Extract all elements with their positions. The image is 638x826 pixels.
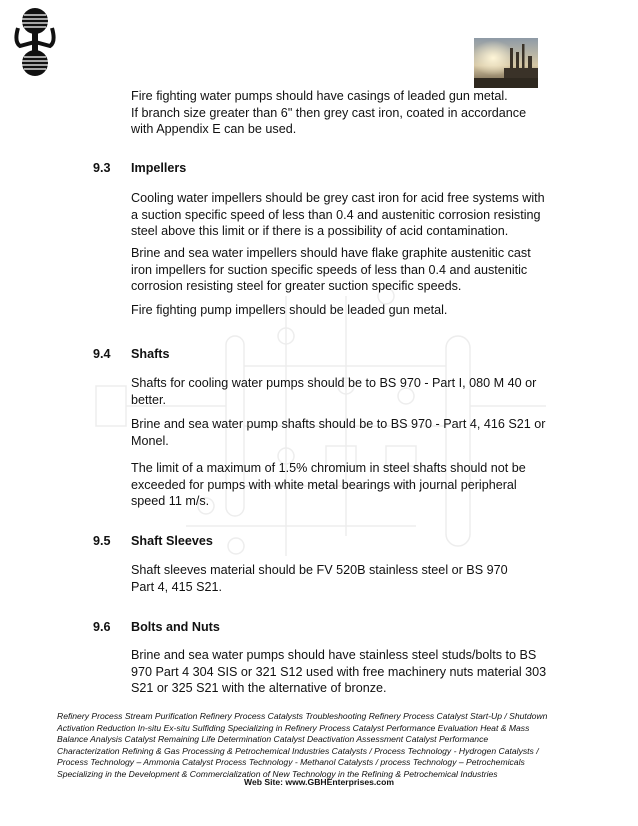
paragraph [131,562,561,595]
footer-line: Characterization Refining & Gas Processing & Petrochemical Industries Catalysts / Process Technology - Hydrogen Catalysts / [57,745,539,756]
text-line: 970 Part 4 304 SIS or 321 S12 used with free machinery nuts material 303 [131,664,547,679]
footer-line: Specializing in the Development & Commercialization of New Technology in the Refining & Petrochemical Industries [57,768,498,779]
text-line: S21 or 325 S21 with the alternative of bronze. [131,681,387,695]
text-line: Cooling water impellers should be grey cast iron for acid free systems with [131,191,545,205]
section-number: 9.3 [93,161,111,175]
paragraph [131,190,561,240]
text-line: Shaft sleeves material should be FV 520B stainless steel or BS 970 [131,563,508,577]
section-heading: Shaft Sleeves [131,534,213,548]
section-number: 9.6 [93,620,111,634]
footer-line: Balance Analysis Catalyst Remaining Life Determination Catalyst Deactivation Assessment Catalyst Performance [57,734,489,744]
text-line: Fire fighting pump impellers should be leaded gun metal. [131,303,448,317]
paragraph [131,302,561,319]
footer-text [57,711,557,780]
intro-line: Fire fighting water pumps should have casings of leaded gun metal. [131,89,508,103]
paragraph [131,375,561,408]
intro-paragraph [131,88,561,138]
website-link[interactable]: Web Site: www.GBHEnterprises.com [244,777,394,787]
text-line: Brine and sea water impellers should have flake graphite austenitic cast [131,246,531,260]
text-line: Shafts for cooling water pumps should be to BS 970 - Part I, 080 M 40 or [131,376,537,390]
section-heading: Shafts [131,347,170,361]
paragraph [131,245,561,295]
refinery-photo [474,38,538,88]
text-line: The limit of a maximum of 1.5% chromium in steel shafts should not be [131,461,526,475]
paragraph [131,416,561,449]
intro-line: with Appendix E can be used. [131,122,297,136]
text-line: exceeded for pumps with white metal bearings with journal peripheral [131,477,517,492]
paragraph [131,460,561,510]
text-line: speed 11 m/s. [131,494,210,508]
section-heading: Impellers [131,161,187,175]
paragraph [131,647,561,697]
text-line: corrosion resisting steel for greater suction specific speeds. [131,279,462,293]
text-line: steel above this limit or if there is a possibility of acid contamination. [131,224,509,238]
text-line: Monel. [131,433,169,448]
text-line: Part 4, 415 S21. [131,579,223,594]
intro-line: If branch size greater than 6" then grey cast iron, coated in accordance [131,105,527,120]
section-heading: Bolts and Nuts [131,620,220,634]
footer-line: Process Technology – Ammonia Catalyst Process Technology - Methanol Catalysts / process Technology – Petrochemicals [57,757,525,767]
text-line: a suction specific speed of less than 0.4 and austenitic corrosion resisting [131,207,541,222]
footer-line: Activation Reduction In-situ Ex-situ Sulfiding Specializing in Refinery Process Catalyst Performance Evaluation Heat & Mass [57,722,530,733]
text-line: iron impellers for suction specific speeds of less than 0.4 and austenitic [131,262,528,277]
text-line: better. [131,392,167,407]
gbh-logo-icon [12,6,58,78]
section-number: 9.5 [93,534,111,548]
text-line: Brine and sea water pump shafts should be to BS 970 - Part 4, 416 S21 or [131,417,546,431]
text-line: Brine and sea water pumps should have stainless steel studs/bolts to BS [131,648,537,662]
footer-line: Refinery Process Stream Purification Refinery Process Catalysts Troubleshooting Refinery Process Catalyst Start-Up / Shutdown [57,711,548,721]
section-number: 9.4 [93,347,111,361]
